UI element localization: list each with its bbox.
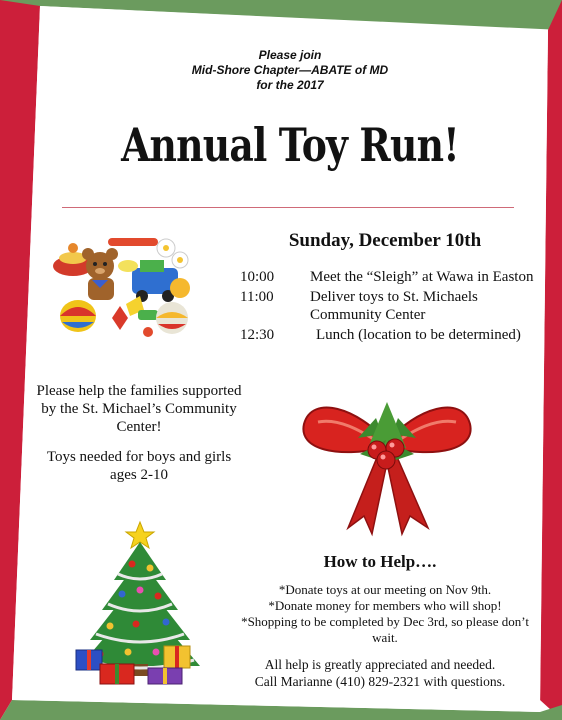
- title-divider: [62, 207, 514, 208]
- closing-line-1: All help is greatly appreciated and needed.: [264, 657, 496, 672]
- help-item: *Donate toys at our meeting on Nov 9th.: [278, 582, 492, 597]
- how-to-help-list: [240, 582, 530, 646]
- schedule-desc: Meet the “Sleigh” at Wawa in Easton: [310, 269, 534, 285]
- toys-illustration: [48, 226, 198, 344]
- intro-line-1: Please join: [258, 48, 322, 62]
- how-to-help-heading: How to Help….: [323, 552, 437, 571]
- christmas-bow: [298, 388, 476, 538]
- intro-line-3: for the 2017: [256, 78, 324, 92]
- flyer-title: Annual Toy Run!: [121, 118, 459, 172]
- schedule-time: 10:00: [240, 269, 275, 285]
- appeal-paragraph-2: Toys needed for boys and girls ages 2-10: [46, 449, 232, 483]
- event-date: Sunday, December 10th: [288, 230, 482, 251]
- closing-text: [230, 656, 530, 690]
- schedule-time: 11:00: [240, 289, 274, 305]
- christmas-tree: [70, 518, 210, 690]
- contact-line: Call Marianne (410) 829-2321 with questions.: [254, 674, 506, 689]
- help-item: *Shopping to be completed by Dec 3rd, so please don’t wait.: [241, 614, 529, 645]
- schedule-row: [240, 268, 540, 286]
- event-schedule: [240, 268, 540, 346]
- appeal-text: [34, 382, 244, 496]
- help-item: *Donate money for members who will shop!: [268, 598, 502, 613]
- appeal-paragraph-1: Please help the families supported by the St. Michael’s Community Center!: [36, 383, 242, 435]
- schedule-time: 12:30: [240, 327, 275, 343]
- intro-text: [160, 48, 420, 93]
- schedule-row: [240, 288, 540, 324]
- schedule-row: [240, 326, 540, 344]
- schedule-desc: Lunch (location to be determined): [316, 327, 521, 343]
- schedule-desc: Deliver toys to St. Michaels Community Center: [310, 289, 478, 323]
- intro-line-2: Mid-Shore Chapter—ABATE of MD: [191, 63, 389, 77]
